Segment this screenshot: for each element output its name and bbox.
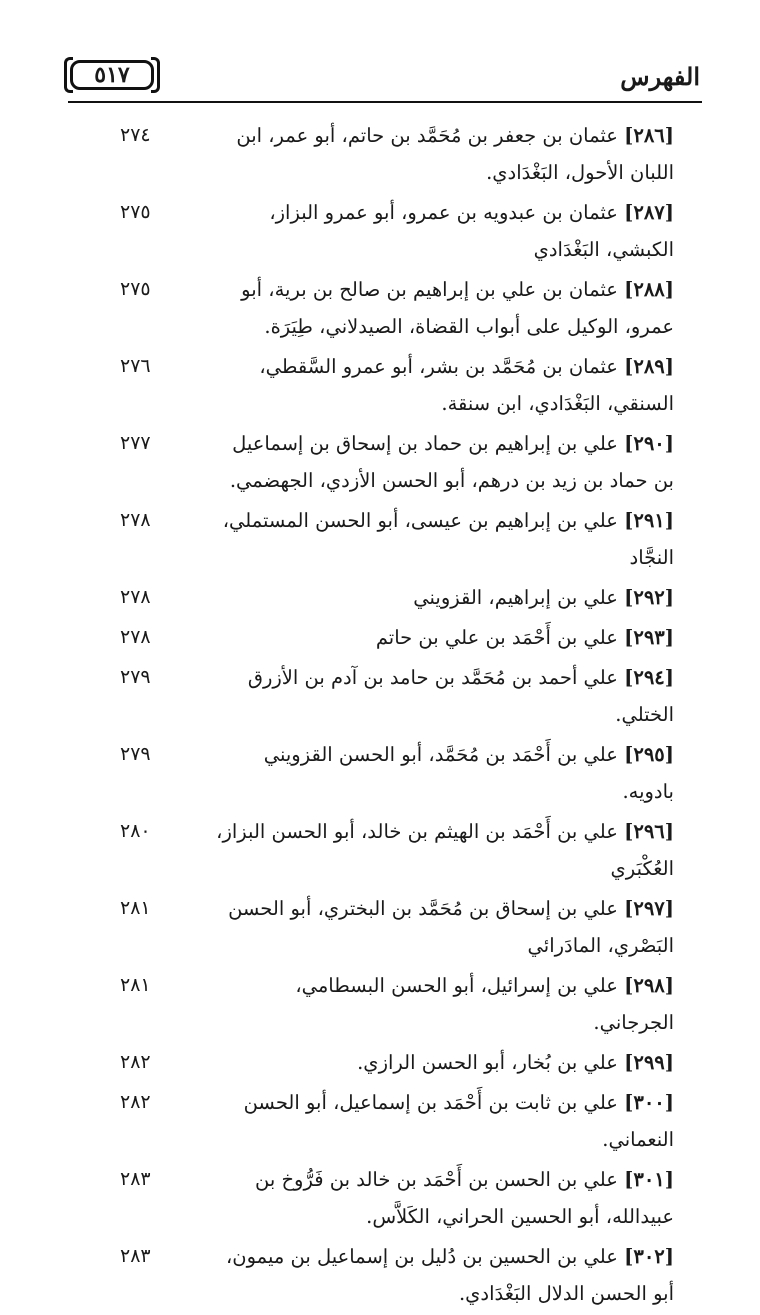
entry-text: علي بن إسرائيل، أبو الحسن البسطامي، الجرجاني. [295, 974, 674, 1034]
page-header [60, 60, 700, 100]
index-entry [60, 1044, 702, 1081]
entry-text: علي بن الحسين بن دُليل بن إسماعيل بن ميمون، أبو الحسن الدلال البَغْدَادي. [225, 1245, 674, 1305]
index-entry [60, 117, 702, 191]
entry-page-number: ٢٨٣ [120, 1245, 151, 1267]
entry-text: علي بن إسحاق بن مُحَمَّد بن البختري، أبو الحسن البَصْري، المادَرائي [228, 897, 674, 957]
entry-text: علي بن بُخار، أبو الحسن الرازي. [357, 1051, 618, 1074]
index-entry [60, 1161, 702, 1235]
entry-text: علي بن أَحْمَد بن علي بن حاتم [375, 626, 618, 649]
entry-text: عثمان بن عبدويه بن عمرو، أبو عمرو البزاز، الكبشي، البَغْدَادي [269, 201, 674, 261]
entry-text: علي بن أَحْمَد بن الهيثم بن خالد، أبو الحسن البزاز، العُكْبَري [216, 820, 674, 880]
index-entry [60, 194, 702, 268]
entry-page-number: ٢٧٨ [120, 586, 151, 608]
header-rule [68, 101, 702, 103]
index-entry [60, 579, 702, 616]
index-entry [60, 271, 702, 345]
running-title: الفهرس [620, 62, 700, 91]
entry-page-number: ٢٧٩ [120, 743, 151, 765]
entry-page-number: ٢٧٨ [120, 626, 151, 648]
entry-page-number: ٢٨٣ [120, 1168, 151, 1190]
entry-page-number: ٢٧٨ [120, 509, 151, 531]
entry-number: [٣٠١] [624, 1168, 674, 1191]
index-entry [60, 502, 702, 576]
index-entry [60, 425, 702, 499]
entry-number: [٢٨٧] [624, 201, 674, 224]
entry-text: عثمان بن جعفر بن مُحَمَّد بن حاتم، أبو عمر، ابن اللبان الأحول، البَغْدَادي. [236, 124, 674, 184]
entry-page-number: ٢٧٩ [120, 666, 151, 688]
entry-number: [٢٩٨] [624, 974, 674, 997]
entry-number: [٢٩٣] [624, 626, 674, 649]
entry-page-number: ٢٧٥ [120, 278, 151, 300]
index-entry [60, 348, 702, 422]
entry-page-number: ٢٧٧ [120, 432, 151, 454]
entry-number: [٣٠٢] [624, 1245, 674, 1268]
entry-number: [٢٨٩] [624, 355, 674, 378]
entry-number: [٢٩٦] [624, 820, 674, 843]
entry-number: [٢٩١] [624, 509, 674, 532]
entry-page-number: ٢٨١ [120, 897, 151, 919]
entry-page-number: ٢٨٠ [120, 820, 151, 842]
entry-number: [٢٩٧] [624, 897, 674, 920]
index-entry [60, 967, 702, 1041]
index-entry [60, 736, 702, 810]
entry-text: عثمان بن علي بن إبراهيم بن صالح بن برية، أبو عمرو، الوكيل على أبواب القضاة، الصيدلاني، طِيَرَة. [241, 278, 674, 338]
entry-page-number: ٢٧٥ [120, 201, 151, 223]
entry-text: علي أحمد بن مُحَمَّد بن حامد بن آدم بن الأزرق الختلي. [247, 666, 674, 726]
entry-text: علي بن ثابت بن أَحْمَد بن إسماعيل، أبو الحسن النعماني. [243, 1091, 674, 1151]
entry-page-number: ٢٨١ [120, 974, 151, 996]
entry-text: علي بن إبراهيم بن عيسى، أبو الحسن المستملي، النجَّاد [222, 509, 674, 569]
index-entry [60, 659, 702, 733]
entry-number: [٢٨٦] [624, 124, 674, 147]
entry-number: [٢٩٢] [624, 586, 674, 609]
entry-text: عثمان بن مُحَمَّد بن بشر، أبو عمرو السَّقطي، السنقي، البَغْدَادي، ابن سنقة. [259, 355, 674, 415]
entry-number: [٣٠٠] [624, 1091, 674, 1114]
index-list [60, 117, 702, 1315]
index-entry [60, 813, 702, 887]
entry-number: [٢٨٨] [624, 278, 674, 301]
index-entry [60, 1084, 702, 1158]
entry-number: [٢٩٥] [624, 743, 674, 766]
entry-page-number: ٢٧٦ [120, 355, 151, 377]
entry-text: علي بن الحسن بن أَحْمَد بن خالد بن فَرُّوخ بن عبيدالله، أبو الحسين الحراني، الكَلاَّس. [254, 1168, 674, 1228]
entry-text: علي بن إبراهيم، القزويني [413, 586, 618, 609]
entry-number: [٢٩٤] [624, 666, 674, 689]
entry-page-number: ٢٧٤ [120, 124, 151, 146]
index-entry [60, 1238, 702, 1312]
entry-page-number: ٢٨٢ [120, 1051, 151, 1073]
page-number: ٥١٧ [70, 60, 154, 90]
index-entry [60, 619, 702, 656]
entry-text: علي بن إبراهيم بن حماد بن إسحاق بن إسماعيل بن حماد بن زيد بن درهم، أبو الحسن الأزدي، الجهضمي. [229, 432, 674, 492]
entry-text: علي بن أَحْمَد بن مُحَمَّد، أبو الحسن القزويني بادويه. [263, 743, 674, 803]
entry-page-number: ٢٨٢ [120, 1091, 151, 1113]
entry-number: [٢٩٠] [624, 432, 674, 455]
entry-number: [٢٩٩] [624, 1051, 674, 1074]
index-entry [60, 890, 702, 964]
